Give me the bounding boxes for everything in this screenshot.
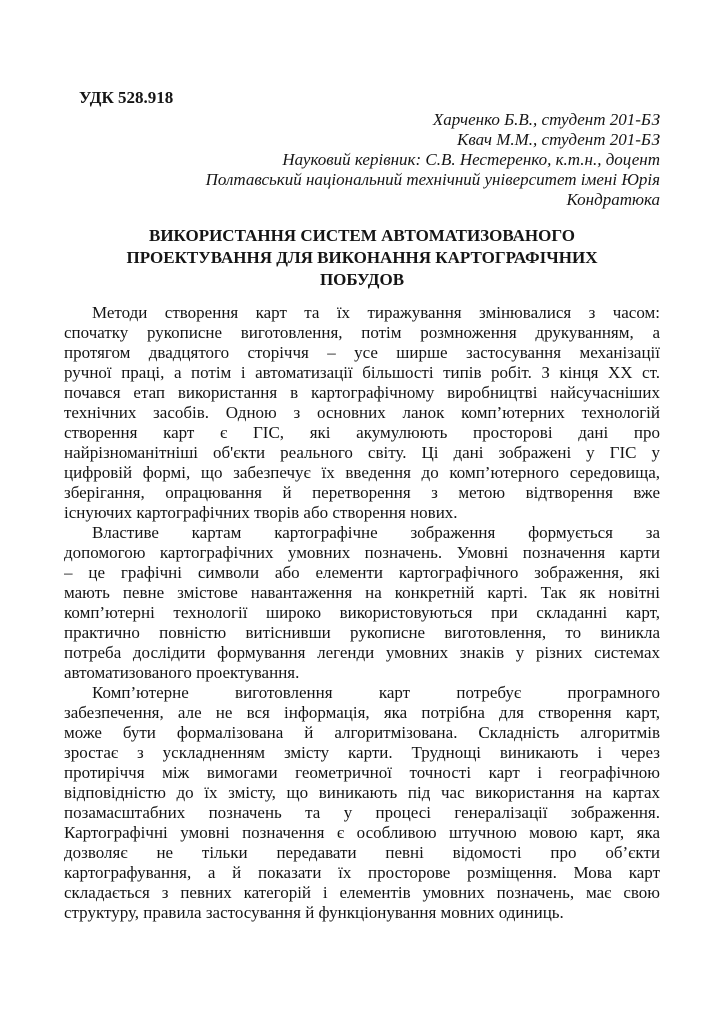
- body-text-line: картографування, а й показати їх просторове розміщення. Мова карт: [64, 863, 660, 882]
- body-text-line: спочатку рукописне виготовлення, потім розмноження друкуванням, а: [64, 323, 660, 342]
- body-text-line: забезпечення, але не вся інформація, яка потрібна для створення карт,: [64, 703, 660, 722]
- title-line: ВИКОРИСТАННЯ СИСТЕМ АВТОМАТИЗОВАНОГО: [149, 226, 575, 245]
- title-line: ПОБУДОВ: [319, 270, 405, 289]
- title-line: ПРОЕКТУВАННЯ ДЛЯ ВИКОНАННЯ КАРТОГРАФІЧНИХ: [126, 248, 598, 267]
- body-text-line: цифровій формі, що забезпечує їх введення до комп’ютерного середовища,: [64, 463, 660, 482]
- body-text-line: існуючих картографічних творів або створення нових.: [64, 503, 458, 522]
- body-text-line: Властиве картам картографічне зображення формується за: [92, 523, 660, 542]
- paragraph: [64, 683, 660, 923]
- paper-body: [64, 303, 660, 923]
- author-line: Кондратюка: [566, 190, 660, 209]
- paper-title: [64, 225, 660, 291]
- author-line: Квач М.М., студент 201-БЗ: [457, 130, 660, 149]
- body-text-line: – це графічні символи або елементи картографічного зображення, які: [64, 563, 660, 582]
- body-text-line: Методи створення карт та їх тиражування змінювалися з часом:: [92, 303, 660, 322]
- body-text-line: потреба дослідити формування легенди умовних знаків у різних системах: [64, 643, 660, 662]
- body-text-line: зростає з ускладненням змісту карти. Труднощі виникають і через: [64, 743, 660, 762]
- paragraph: [64, 303, 660, 523]
- body-text-line: протягом двадцятого сторіччя – усе ширше застосування механізації: [64, 343, 660, 362]
- author-line: Науковий керівник: С.В. Нестеренко, к.т.н., доцент: [282, 150, 660, 169]
- body-text-line: Комп’ютерне виготовлення карт потребує програмного: [92, 683, 660, 702]
- body-text-line: створення карт є ГІС, які акумулюють просторові дані про: [64, 423, 660, 442]
- body-text-line: мають певне змістове навантаження на конкретній карті. Так як новітні: [64, 583, 660, 602]
- body-text-line: дозволяє не тільки передавати певні відомості про об’єкти: [64, 843, 660, 862]
- body-text-line: Картографічні умовні позначення є особливою штучною мовою карт, яка: [64, 823, 660, 842]
- body-text-line: найрізноманітніші об'єкти реального світу. Ці дані зображені у ГІС у: [64, 443, 660, 462]
- udk-code: УДК 528.918: [79, 88, 174, 107]
- author-block: [64, 110, 660, 210]
- body-text-line: комп’ютерні технології широко використовуються при складанні карт,: [64, 603, 660, 622]
- body-text-line: автоматизованого проектування.: [64, 663, 300, 682]
- body-text-line: ручної праці, а потім і автоматизації більшості типів робіт. З кінця XX ст.: [64, 363, 660, 382]
- body-text-line: відповідністю до їх змісту, що виникають під час використання на картах: [64, 783, 660, 802]
- author-line: Полтавський національний технічний університет імені Юрія: [205, 170, 660, 189]
- body-text-line: протиріччя між вимогами геометричної точності карт і географічною: [64, 763, 660, 782]
- body-text-line: технічних засобів. Одною з основних ланок комп’ютерних технологій: [64, 403, 660, 422]
- body-text-line: практично повністю витіснивши рукописне виготовлення, то виникла: [64, 623, 660, 642]
- body-text-line: може бути формалізована й алгоритмізована. Складність алгоритмів: [64, 723, 660, 742]
- body-text-line: почався етап використання в картографічному виробництві найсучасніших: [64, 383, 660, 402]
- body-text-line: складається з певних категорій і елементів умовних позначень, має свою: [64, 883, 660, 902]
- body-text-line: допомогою картографічних умовних позначень. Умовні позначення карти: [64, 543, 660, 562]
- document-content: [64, 88, 660, 923]
- body-text-line: структуру, правила застосування й функціонування мовних одиниць.: [64, 903, 564, 922]
- author-line: Харченко Б.В., студент 201-БЗ: [432, 110, 660, 129]
- body-text-line: позамасштабних позначень та у процесі генералізації зображення.: [64, 803, 660, 822]
- paragraph: [64, 523, 660, 683]
- body-text-line: зберігання, опрацювання й перетворення з метою відтворення вже: [64, 483, 660, 502]
